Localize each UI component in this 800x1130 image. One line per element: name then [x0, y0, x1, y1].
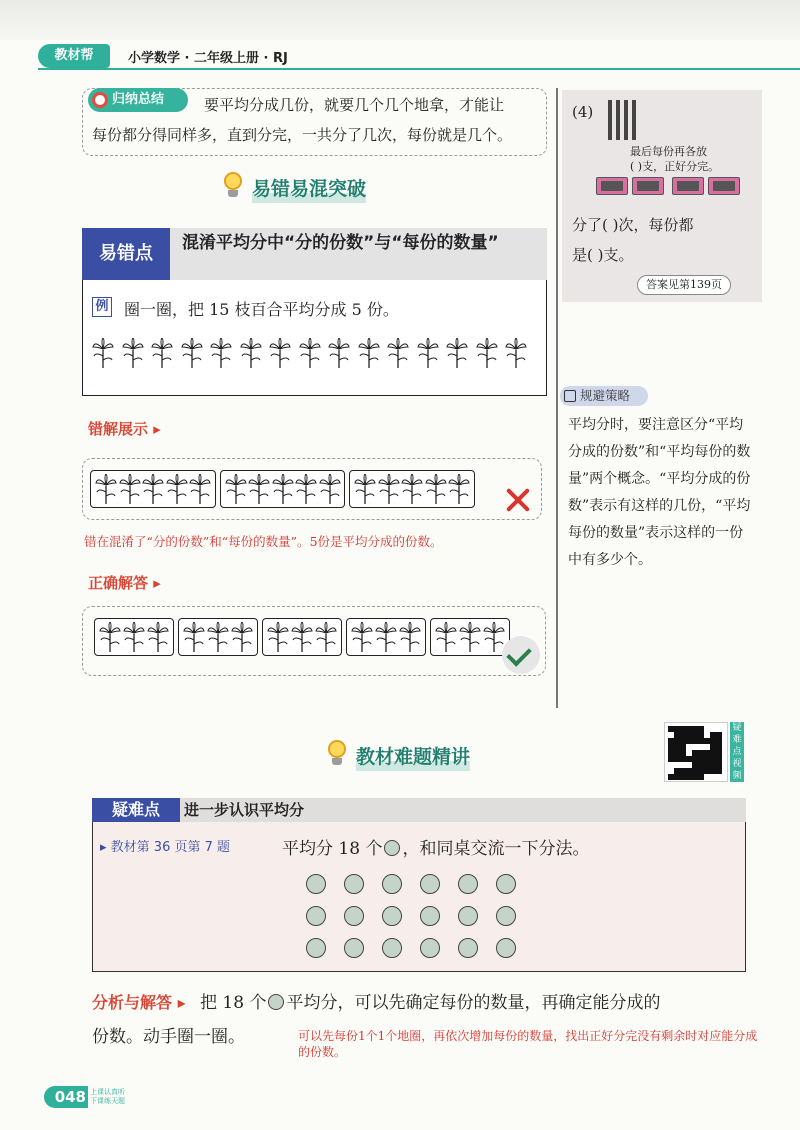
lily-icon — [240, 338, 262, 368]
lily-icon — [387, 338, 409, 368]
lily-icon — [122, 338, 144, 368]
book-title: 小学数学 · 二年级上册 · RJ — [128, 51, 288, 66]
answer-ref: 答案见第139页 — [637, 275, 731, 295]
circle — [344, 874, 364, 894]
difficulty-title: 进一步认识平均分 — [184, 801, 305, 819]
analysis-tag-label: 分析与解答 — [92, 993, 173, 1012]
lily-icon — [417, 338, 439, 368]
pencil-case-icon — [708, 177, 740, 195]
lily-icon — [483, 622, 505, 652]
lily-icon — [505, 338, 527, 368]
circle — [420, 906, 440, 926]
question-text — [282, 834, 589, 859]
circle — [420, 938, 440, 958]
difficulty-tag: 疑难点 — [92, 798, 180, 822]
circle — [458, 938, 478, 958]
lily-icon — [358, 338, 380, 368]
circle — [458, 874, 478, 894]
lily-icon — [459, 622, 481, 652]
column-divider — [556, 88, 558, 708]
lily-group — [346, 618, 426, 656]
lily-icon — [142, 474, 164, 504]
lily-icon — [183, 622, 205, 652]
header-rule — [38, 68, 800, 70]
circle — [382, 874, 402, 894]
wrong-note — [84, 532, 554, 550]
lily-icon — [181, 338, 203, 368]
summary-tag — [88, 88, 188, 112]
q4-box — [562, 90, 762, 302]
q4-note — [630, 144, 719, 174]
lily-icon — [267, 622, 289, 652]
lily-icon — [378, 474, 400, 504]
circle — [458, 906, 478, 926]
lily-icon — [476, 338, 498, 368]
strategy-tag — [560, 386, 648, 406]
textbook-reference: ▸ 教材第 36 页第 7 题 — [100, 836, 230, 855]
lily-icon — [351, 622, 373, 652]
analysis-tag: 分析与解答 ▸ — [92, 993, 186, 1012]
lily-icon — [446, 338, 468, 368]
check-icon — [502, 636, 540, 674]
q4-label: (4) — [572, 103, 594, 121]
circle — [420, 874, 440, 894]
q4-text-2: 是( )支。 — [572, 246, 634, 264]
lily-group — [94, 618, 174, 656]
pencil-case-icon — [596, 177, 628, 195]
lily-group — [430, 618, 510, 656]
lily-icon — [95, 474, 117, 504]
q4-note-2: ( )支，正好分完。 — [630, 160, 720, 173]
pencil-case-icon — [672, 177, 704, 195]
circle — [496, 874, 516, 894]
bulb-icon — [326, 740, 348, 766]
section-title-difficult: 教材难题精讲 — [356, 742, 470, 771]
summary-line-2: 每份都分得同样多，直到分完，一共分了几次，每份就是几个。 — [92, 126, 513, 144]
lily-icon — [425, 474, 447, 504]
wrong-groups — [90, 470, 470, 510]
summary-line-1: 要平均分成几份，就要几个几个地拿，才能让 — [204, 96, 505, 114]
target-icon — [92, 92, 108, 108]
lily-icon — [435, 622, 457, 652]
lily-icon — [92, 338, 114, 368]
strategy-tag-label: 规避策略 — [580, 388, 631, 403]
lily-icon — [299, 338, 321, 368]
q4-note-1: 最后每份再各放 — [630, 145, 707, 158]
question-before: 平均分 18 个 — [282, 839, 383, 859]
circle — [306, 938, 326, 958]
lily-group — [349, 470, 475, 508]
circle — [382, 938, 402, 958]
footer-slogan: 上课认真听 下课练天题 — [90, 1088, 125, 1105]
analysis-line-2: 份数。动手圈一圈。 — [92, 1027, 245, 1047]
example-text: 圈一圈，把 15 枝百合平均分成 5 份。 — [124, 300, 399, 319]
q4-text-1: 分了( )次，每份都 — [572, 216, 694, 234]
strategy-text: 平均分时，要注意区分“平均分成的份数”和“平均每份的数量”两个概念。“平均分成的份数”表示有这样的几份，“平均每份的数量”表示这样的一份中有多少个。 — [568, 417, 751, 568]
right-heading: 正确解答 ▸ — [88, 574, 161, 592]
lily-icon — [448, 474, 470, 504]
lily-icon — [231, 622, 253, 652]
cross-icon — [505, 487, 531, 513]
lily-icon — [147, 622, 169, 652]
lily-icon — [119, 474, 141, 504]
handwritten-note: 可以先每份1个1个地圈，再依次增加每份的数量，找出正好分完没有剩余时对应能分成的份数。 — [298, 1029, 758, 1059]
circle — [344, 938, 364, 958]
lily-icon — [354, 474, 376, 504]
brand-badge: 教材帮 — [38, 44, 110, 68]
right-heading-label: 正确解答 — [88, 574, 149, 592]
lily-icon — [207, 622, 229, 652]
lily-icon — [272, 474, 294, 504]
circle — [306, 874, 326, 894]
lily-icon — [328, 338, 350, 368]
lily-group — [220, 470, 346, 508]
page-number: 048 — [44, 1086, 88, 1108]
error-point-tag: 易错点 — [82, 228, 170, 280]
bulb-icon — [222, 172, 244, 198]
wrong-heading: 错解展示 ▸ — [88, 420, 161, 438]
pencils-icon — [606, 100, 642, 142]
circle-grid — [306, 874, 536, 964]
qr-tab-label: 疑难点视频课 — [730, 722, 744, 782]
top-band — [0, 0, 800, 40]
lily-icon — [166, 474, 188, 504]
lily-icon — [210, 338, 232, 368]
lily-group — [90, 470, 216, 508]
error-point-title: 混淆平均分中“分的份数”与“每份的数量” — [182, 233, 499, 253]
lily-icon — [123, 622, 145, 652]
lily-group — [262, 618, 342, 656]
wrong-heading-label: 错解展示 — [88, 420, 149, 438]
example-tag: 例 — [92, 297, 112, 317]
lily-icon — [189, 474, 211, 504]
wrong-note-a: 错在混淆了“分的份数”和“每份的数量”。 — [84, 534, 310, 549]
lily-icon — [99, 622, 121, 652]
lily-icon — [269, 338, 291, 368]
lily-icon — [248, 474, 270, 504]
lily-icon — [151, 338, 173, 368]
lily-icon — [375, 622, 397, 652]
circle-icon — [268, 994, 284, 1010]
lily-icon — [401, 474, 423, 504]
lily-icon — [225, 474, 247, 504]
circle — [306, 906, 326, 926]
circle — [344, 906, 364, 926]
summary-tag-label: 归纳总结 — [112, 92, 165, 107]
lily-group — [178, 618, 258, 656]
lily-icon — [319, 474, 341, 504]
lily-icon — [315, 622, 337, 652]
analysis-line-1-after: 平均分，可以先确定每份的数量，再确定能分成的 — [286, 993, 661, 1013]
circle — [496, 938, 516, 958]
question-after: ，和同桌交流一下分法。 — [402, 839, 590, 859]
wrong-note-b: 5份是平均分成的份数。 — [309, 534, 443, 549]
lily-icon — [291, 622, 313, 652]
section-title-mistakes: 易错易混突破 — [252, 174, 366, 203]
qr-code[interactable] — [664, 722, 728, 782]
right-groups — [94, 618, 494, 658]
circle — [496, 906, 516, 926]
hand-icon — [564, 390, 576, 402]
circle-icon — [384, 840, 400, 856]
lily-row — [92, 336, 542, 372]
pencil-case-icon — [632, 177, 664, 195]
lily-icon — [399, 622, 421, 652]
lily-icon — [295, 474, 317, 504]
analysis-line-1 — [200, 988, 660, 1013]
circle — [382, 906, 402, 926]
analysis-line-1-before: 把 18 个 — [200, 993, 267, 1013]
